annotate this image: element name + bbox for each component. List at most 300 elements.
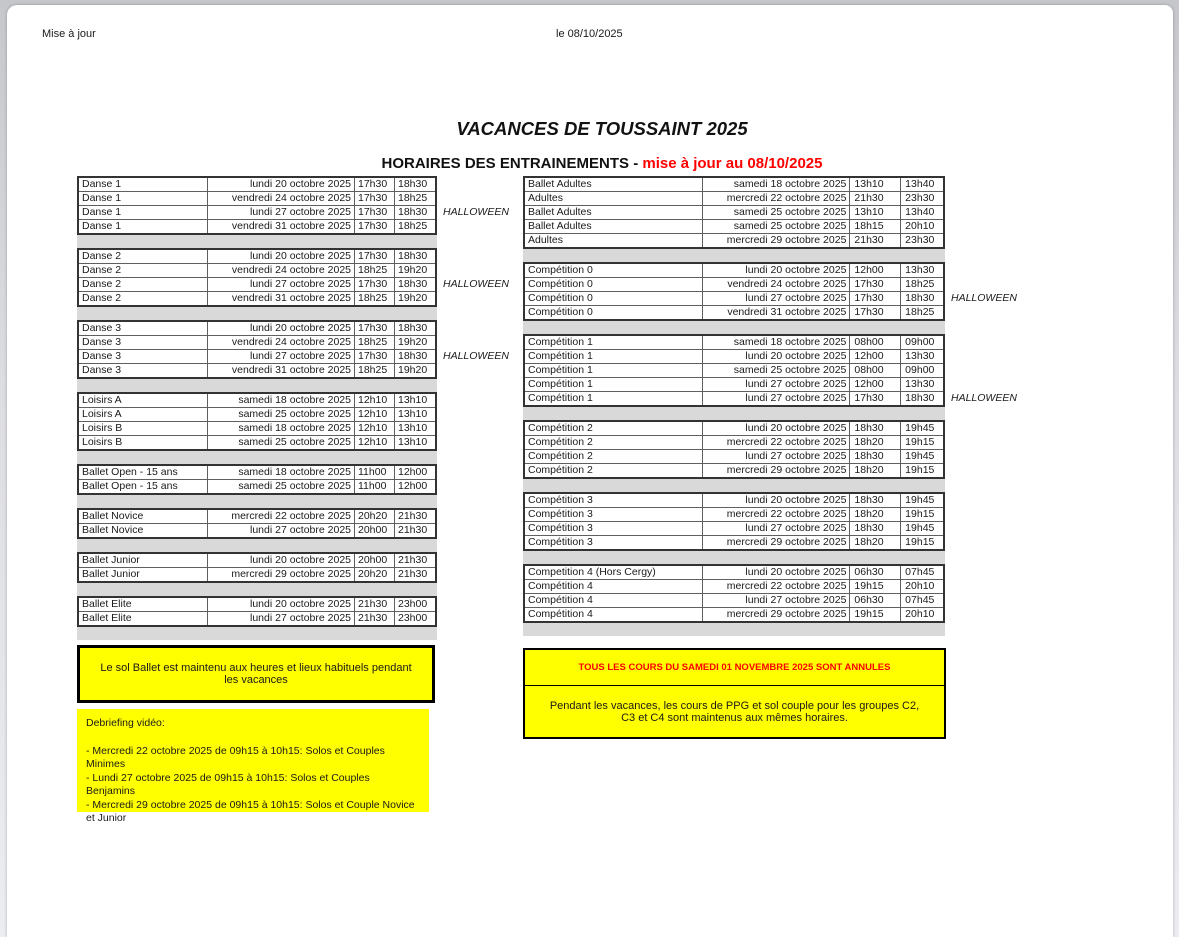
schedule-block (523, 334, 1017, 407)
cell-date: lundi 27 octobre 2025 (702, 292, 849, 305)
cell-date: lundi 27 octobre 2025 (702, 450, 849, 463)
schedule-row (525, 391, 1017, 405)
cell-t1: 17h30 (354, 192, 394, 205)
cell-t1: 18h15 (849, 220, 900, 233)
cell-date: mercredi 29 octobre 2025 (207, 568, 354, 581)
cell-t2: 13h10 (394, 408, 435, 421)
cell-t2: 18h25 (394, 220, 435, 233)
cell-date: lundi 20 octobre 2025 (207, 554, 354, 567)
cell-label: Danse 2 (82, 250, 122, 262)
cell-t1: 18h30 (849, 422, 900, 435)
cell-label: Adultes (528, 234, 564, 246)
cell-date: lundi 27 octobre 2025 (702, 594, 849, 607)
cell-t1: 21h30 (849, 234, 900, 247)
cell-date: samedi 18 octobre 2025 (207, 422, 354, 435)
schedule-block (77, 596, 437, 627)
cell-t1: 17h30 (354, 178, 394, 191)
cell-label: Compétition 0 (528, 306, 593, 318)
cell-t2: 13h30 (900, 264, 943, 277)
cell-label: Compétition 1 (528, 350, 593, 362)
cell-label: Compétition 2 (528, 450, 593, 462)
cell-date: lundi 27 octobre 2025 (207, 350, 354, 363)
schedule-block (77, 392, 437, 451)
separator-band (77, 627, 437, 640)
schedule-row (525, 593, 943, 607)
cell-label: Compétition 4 (528, 608, 593, 620)
schedule-block (523, 564, 945, 623)
cell-t1: 11h00 (354, 480, 394, 493)
cell-date: lundi 20 octobre 2025 (207, 598, 354, 611)
cell-t2: 18h30 (900, 292, 943, 305)
schedule-block (77, 248, 509, 307)
note-debriefing-items (86, 745, 420, 826)
separator-band (77, 307, 437, 320)
cell-t2: 19h20 (394, 336, 435, 349)
cell-t1: 20h00 (354, 554, 394, 567)
schedule-block (77, 508, 437, 539)
cell-label: Compétition 1 (528, 378, 593, 390)
cell-label: Danse 3 (82, 364, 122, 376)
cell-t1: 06h30 (849, 594, 900, 607)
schedule-row (525, 566, 943, 579)
cell-label: Danse 1 (82, 178, 122, 190)
cell-label: Danse 3 (82, 350, 122, 362)
schedule-row (525, 305, 943, 319)
cell-label: Compétition 3 (528, 494, 593, 506)
schedule-row (525, 377, 943, 391)
cell-t2: 19h15 (900, 508, 943, 521)
cell-date: vendredi 24 octobre 2025 (207, 336, 354, 349)
separator-band (523, 623, 945, 636)
cell-date: mercredi 29 octobre 2025 (702, 234, 849, 247)
schedule-row (79, 291, 435, 305)
cell-t2: 09h00 (900, 336, 943, 349)
schedule-row (79, 191, 435, 205)
schedule-row (79, 466, 435, 479)
separator-band (523, 321, 945, 334)
schedule-row (525, 291, 1017, 305)
cell-t2: 19h15 (900, 436, 943, 449)
schedule-block (523, 492, 945, 551)
cell-label: Loisirs B (82, 436, 123, 448)
cell-date: mercredi 22 octobre 2025 (702, 192, 849, 205)
cell-t2: 18h30 (900, 392, 943, 405)
schedule-row (525, 521, 943, 535)
cell-label: Compétition 3 (528, 536, 593, 548)
cell-date: vendredi 24 octobre 2025 (207, 192, 354, 205)
cell-date: mercredi 22 octobre 2025 (207, 510, 354, 523)
cell-t2: 23h30 (900, 234, 943, 247)
cell-date: samedi 25 octobre 2025 (702, 220, 849, 233)
cell-date: samedi 25 octobre 2025 (702, 364, 849, 377)
cell-t2: 13h40 (900, 206, 943, 219)
schedule-row (525, 349, 943, 363)
cell-t2: 07h45 (900, 566, 943, 579)
cell-t2: 19h15 (900, 464, 943, 477)
cell-t1: 20h20 (354, 568, 394, 581)
subtitle-main: HORAIRES DES ENTRAINEMENTS - (381, 155, 643, 172)
cell-t2: 19h45 (900, 494, 943, 507)
cell-t1: 17h30 (354, 250, 394, 263)
cell-t2: 18h25 (900, 278, 943, 291)
debriefing-item: - Mercredi 22 octobre 2025 de 09h15 à 10h15: Solos et Couples Minimes (86, 744, 385, 770)
cell-t1: 18h20 (849, 464, 900, 477)
cell-label: Danse 2 (82, 278, 122, 290)
cell-label: Danse 1 (82, 220, 122, 232)
cell-label: Compétition 1 (528, 336, 593, 348)
cell-date: lundi 20 octobre 2025 (207, 250, 354, 263)
cell-label: Danse 3 (82, 322, 122, 334)
cell-t1: 12h10 (354, 408, 394, 421)
schedule-block (77, 320, 509, 379)
schedule-row (79, 567, 435, 581)
cell-date: lundi 27 octobre 2025 (207, 612, 354, 625)
cell-t2: 13h30 (900, 378, 943, 391)
cell-label: Compétition 4 (528, 594, 593, 606)
cell-t2: 19h45 (900, 422, 943, 435)
cell-t2: 18h25 (900, 306, 943, 319)
cell-date: samedi 18 octobre 2025 (207, 394, 354, 407)
note-sol-ballet (77, 645, 435, 703)
halloween-note: HALLOWEEN (443, 206, 509, 218)
cell-t1: 17h30 (354, 278, 394, 291)
cell-label: Compétition 3 (528, 508, 593, 520)
schedule-block (77, 464, 437, 495)
schedule-row (525, 494, 943, 507)
separator-band (523, 479, 945, 492)
cell-date: samedi 18 octobre 2025 (702, 178, 849, 191)
cell-t2: 07h45 (900, 594, 943, 607)
cell-date: vendredi 31 octobre 2025 (207, 220, 354, 233)
cell-date: mercredi 29 octobre 2025 (702, 464, 849, 477)
cell-label: Adultes (528, 192, 564, 204)
schedule-row (525, 507, 943, 521)
document-page (7, 5, 1173, 937)
subtitle-update-date: mise à jour au 08/10/2025 (642, 155, 823, 172)
header-date: le 08/10/2025 (556, 28, 623, 40)
cell-label: Compétition 0 (528, 264, 593, 276)
cell-t1: 18h30 (849, 450, 900, 463)
cell-t1: 18h20 (849, 436, 900, 449)
cell-date: mercredi 29 octobre 2025 (702, 536, 849, 549)
cell-t1: 18h25 (354, 364, 394, 377)
cell-label: Compétition 2 (528, 464, 593, 476)
cell-date: samedi 25 octobre 2025 (207, 436, 354, 449)
cell-t1: 12h00 (849, 378, 900, 391)
cell-t1: 11h00 (354, 466, 394, 479)
cell-date: mercredi 22 octobre 2025 (702, 580, 849, 593)
cell-t1: 06h30 (849, 566, 900, 579)
cell-label: Ballet Novice (82, 524, 144, 536)
cell-t2: 21h30 (394, 568, 435, 581)
cell-t2: 21h30 (394, 510, 435, 523)
schedule-row (79, 363, 435, 377)
schedule-row (525, 463, 943, 477)
cell-date: lundi 27 octobre 2025 (207, 524, 354, 537)
cell-t1: 17h30 (354, 220, 394, 233)
cell-t2: 13h30 (900, 350, 943, 363)
schedule-row (525, 219, 943, 233)
cell-date: vendredi 31 octobre 2025 (207, 364, 354, 377)
cell-label: Compétition 2 (528, 422, 593, 434)
schedule-row (525, 264, 943, 277)
cell-t2: 19h45 (900, 450, 943, 463)
cell-label: Loisirs A (82, 408, 122, 420)
cell-label: Danse 2 (82, 292, 122, 304)
note-ppg-text: Pendant les vacances, les cours de PPG et sol couple pour les groupes C2, C3 et C4 sont maintenus aux mêmes horaires. (549, 699, 920, 724)
schedule-row (525, 178, 943, 191)
page-subtitle (19, 155, 1173, 172)
cell-t1: 18h30 (849, 494, 900, 507)
cell-t2: 19h15 (900, 536, 943, 549)
cell-label: Ballet Junior (82, 568, 140, 580)
cell-date: lundi 27 octobre 2025 (207, 278, 354, 291)
cell-t2: 19h45 (900, 522, 943, 535)
cell-t1: 18h30 (849, 522, 900, 535)
cell-t1: 17h30 (849, 392, 900, 405)
schedule-block (523, 262, 1017, 321)
schedule-row (525, 435, 943, 449)
schedule-block (523, 420, 945, 479)
schedule-row (525, 363, 943, 377)
cell-t1: 12h10 (354, 422, 394, 435)
schedule-row (79, 554, 435, 567)
cell-t2: 13h10 (394, 436, 435, 449)
cell-label: Ballet Adultes (528, 206, 592, 218)
cell-date: vendredi 31 octobre 2025 (207, 292, 354, 305)
halloween-note: HALLOWEEN (951, 392, 1017, 404)
schedule-row (525, 191, 943, 205)
schedule-row (79, 394, 435, 407)
cell-label: Danse 2 (82, 264, 122, 276)
note-sol-ballet-text: Le sol Ballet est maintenu aux heures et lieux habituels pendant les vacances (100, 662, 412, 686)
cell-label: Ballet Elite (82, 612, 132, 624)
cell-label: Compétition 2 (528, 436, 593, 448)
cell-t1: 12h00 (849, 350, 900, 363)
cell-label: Ballet Open - 15 ans (82, 466, 178, 478)
separator-band (77, 583, 437, 596)
cell-t1: 18h25 (354, 292, 394, 305)
cell-t1: 17h30 (849, 278, 900, 291)
cell-date: samedi 18 octobre 2025 (702, 336, 849, 349)
cell-label: Danse 1 (82, 206, 122, 218)
cell-date: lundi 27 octobre 2025 (702, 522, 849, 535)
cell-t2: 18h30 (394, 322, 435, 335)
cell-date: mercredi 22 octobre 2025 (702, 436, 849, 449)
cell-label: Ballet Adultes (528, 178, 592, 190)
cell-t2: 12h00 (394, 466, 435, 479)
cell-t2: 18h30 (394, 206, 435, 219)
cell-t2: 21h30 (394, 554, 435, 567)
schedule-row (525, 449, 943, 463)
cell-t1: 19h15 (849, 580, 900, 593)
debriefing-item: - Mercredi 29 octobre 2025 de 09h15 à 10h15: Solos et Couple Novice et Junior (86, 798, 415, 824)
cell-t1: 08h00 (849, 364, 900, 377)
cell-date: lundi 20 octobre 2025 (702, 264, 849, 277)
schedule-row (525, 422, 943, 435)
cell-label: Ballet Elite (82, 598, 132, 610)
separator-band (77, 495, 437, 508)
cell-t2: 19h20 (394, 364, 435, 377)
cell-t2: 12h00 (394, 480, 435, 493)
schedule-row (79, 277, 509, 291)
cell-t2: 23h30 (900, 192, 943, 205)
halloween-note: HALLOWEEN (951, 292, 1017, 304)
schedule-row (525, 579, 943, 593)
cell-t2: 09h00 (900, 364, 943, 377)
cell-date: mercredi 22 octobre 2025 (702, 508, 849, 521)
schedule-row (525, 535, 943, 549)
cell-t1: 19h15 (849, 608, 900, 621)
cell-label: Compétition 0 (528, 278, 593, 290)
cell-date: lundi 20 octobre 2025 (207, 178, 354, 191)
cell-label: Loisirs A (82, 394, 122, 406)
note-annulation (523, 648, 946, 687)
cell-date: samedi 25 octobre 2025 (207, 480, 354, 493)
cell-t1: 21h30 (354, 598, 394, 611)
schedule-block (523, 176, 945, 249)
cell-label: Danse 3 (82, 336, 122, 348)
cell-t2: 13h10 (394, 422, 435, 435)
schedule-row (79, 205, 509, 219)
separator-band (523, 407, 945, 420)
schedule-block (77, 552, 437, 583)
separator-band (77, 235, 437, 248)
cell-date: mercredi 29 octobre 2025 (702, 608, 849, 621)
cell-t2: 19h20 (394, 264, 435, 277)
schedule-row (79, 407, 435, 421)
separator-band (77, 539, 437, 552)
cell-date: lundi 27 octobre 2025 (702, 392, 849, 405)
separator-band (523, 249, 945, 262)
cell-label: Compétition 0 (528, 292, 593, 304)
cell-t1: 17h30 (354, 206, 394, 219)
schedule-row (79, 335, 435, 349)
cell-t2: 18h25 (394, 192, 435, 205)
cell-label: Ballet Novice (82, 510, 144, 522)
schedule-block (77, 176, 509, 235)
cell-date: lundi 20 octobre 2025 (702, 350, 849, 363)
cell-t1: 18h25 (354, 264, 394, 277)
schedule-row (525, 205, 943, 219)
schedule-row (525, 233, 943, 247)
cell-t1: 12h10 (354, 436, 394, 449)
cell-date: vendredi 31 octobre 2025 (702, 306, 849, 319)
cell-date: vendredi 24 octobre 2025 (207, 264, 354, 277)
cell-t2: 13h40 (900, 178, 943, 191)
debriefing-item: - Lundi 27 octobre 2025 de 09h15 à 10h15: Solos et Couples Benjamins (86, 771, 370, 797)
schedule-row (79, 523, 435, 537)
cell-t1: 20h00 (354, 524, 394, 537)
cell-t1: 17h30 (849, 306, 900, 319)
cell-label: Competition 4 (Hors Cergy) (528, 566, 656, 578)
cell-date: lundi 27 octobre 2025 (207, 206, 354, 219)
cell-label: Danse 1 (82, 192, 122, 204)
cell-date: lundi 20 octobre 2025 (702, 494, 849, 507)
cell-t2: 18h30 (394, 178, 435, 191)
cell-t1: 18h20 (849, 536, 900, 549)
schedule-row (79, 611, 435, 625)
schedule-row (79, 598, 435, 611)
cell-t1: 12h00 (849, 264, 900, 277)
cell-label: Loisirs B (82, 422, 123, 434)
schedule-row (79, 349, 509, 363)
cell-t1: 18h25 (354, 336, 394, 349)
cell-date: vendredi 24 octobre 2025 (702, 278, 849, 291)
schedule-row (525, 607, 943, 621)
schedule-row (79, 510, 435, 523)
schedule-row (79, 479, 435, 493)
schedule-row (79, 421, 435, 435)
schedule-row (79, 178, 435, 191)
cell-label: Ballet Adultes (528, 220, 592, 232)
cell-label: Compétition 1 (528, 392, 593, 404)
schedule-column-right (523, 176, 1017, 636)
cell-t1: 17h30 (354, 350, 394, 363)
cell-t2: 18h30 (394, 350, 435, 363)
cell-label: Compétition 3 (528, 522, 593, 534)
halloween-note: HALLOWEEN (443, 278, 509, 290)
cell-date: lundi 20 octobre 2025 (207, 322, 354, 335)
cell-date: samedi 25 octobre 2025 (702, 206, 849, 219)
cell-date: lundi 20 octobre 2025 (702, 422, 849, 435)
halloween-note: HALLOWEEN (443, 350, 509, 362)
schedule-row (79, 219, 435, 233)
cell-t1: 21h30 (849, 192, 900, 205)
note-debriefing (77, 709, 429, 824)
spacer (86, 731, 420, 745)
cell-date: samedi 25 octobre 2025 (207, 408, 354, 421)
page-title: VACANCES DE TOUSSAINT 2025 (456, 118, 748, 139)
cell-label: Compétition 1 (528, 364, 593, 376)
cell-date: lundi 20 octobre 2025 (702, 566, 849, 579)
cell-t2: 21h30 (394, 524, 435, 537)
schedule-row (525, 277, 943, 291)
cell-t2: 23h00 (394, 612, 435, 625)
schedule-row (79, 263, 435, 277)
schedule-row (79, 322, 435, 335)
separator-band (77, 379, 437, 392)
note-ppg (523, 685, 946, 739)
cell-label: Ballet Junior (82, 554, 140, 566)
cell-t1: 21h30 (354, 612, 394, 625)
cell-t1: 17h30 (849, 292, 900, 305)
cell-t2: 20h10 (900, 608, 943, 621)
schedule-column-left (77, 176, 509, 640)
cell-t2: 13h10 (394, 394, 435, 407)
cell-t2: 23h00 (394, 598, 435, 611)
separator-band (523, 551, 945, 564)
cell-t1: 18h20 (849, 508, 900, 521)
schedule-row (79, 250, 435, 263)
schedule-row (79, 435, 435, 449)
cell-label: Compétition 4 (528, 580, 593, 592)
update-label: Mise à jour (42, 28, 96, 40)
cell-label: Ballet Open - 15 ans (82, 480, 178, 492)
note-debriefing-title: Debriefing vidéo: (86, 717, 165, 729)
cell-t1: 08h00 (849, 336, 900, 349)
cell-t1: 20h20 (354, 510, 394, 523)
cell-date: lundi 27 octobre 2025 (702, 378, 849, 391)
cell-t2: 18h30 (394, 278, 435, 291)
cell-date: samedi 18 octobre 2025 (207, 466, 354, 479)
separator-band (77, 451, 437, 464)
cell-t1: 13h10 (849, 206, 900, 219)
cell-t2: 20h10 (900, 220, 943, 233)
cell-t2: 19h20 (394, 292, 435, 305)
cell-t1: 12h10 (354, 394, 394, 407)
cell-t2: 18h30 (394, 250, 435, 263)
